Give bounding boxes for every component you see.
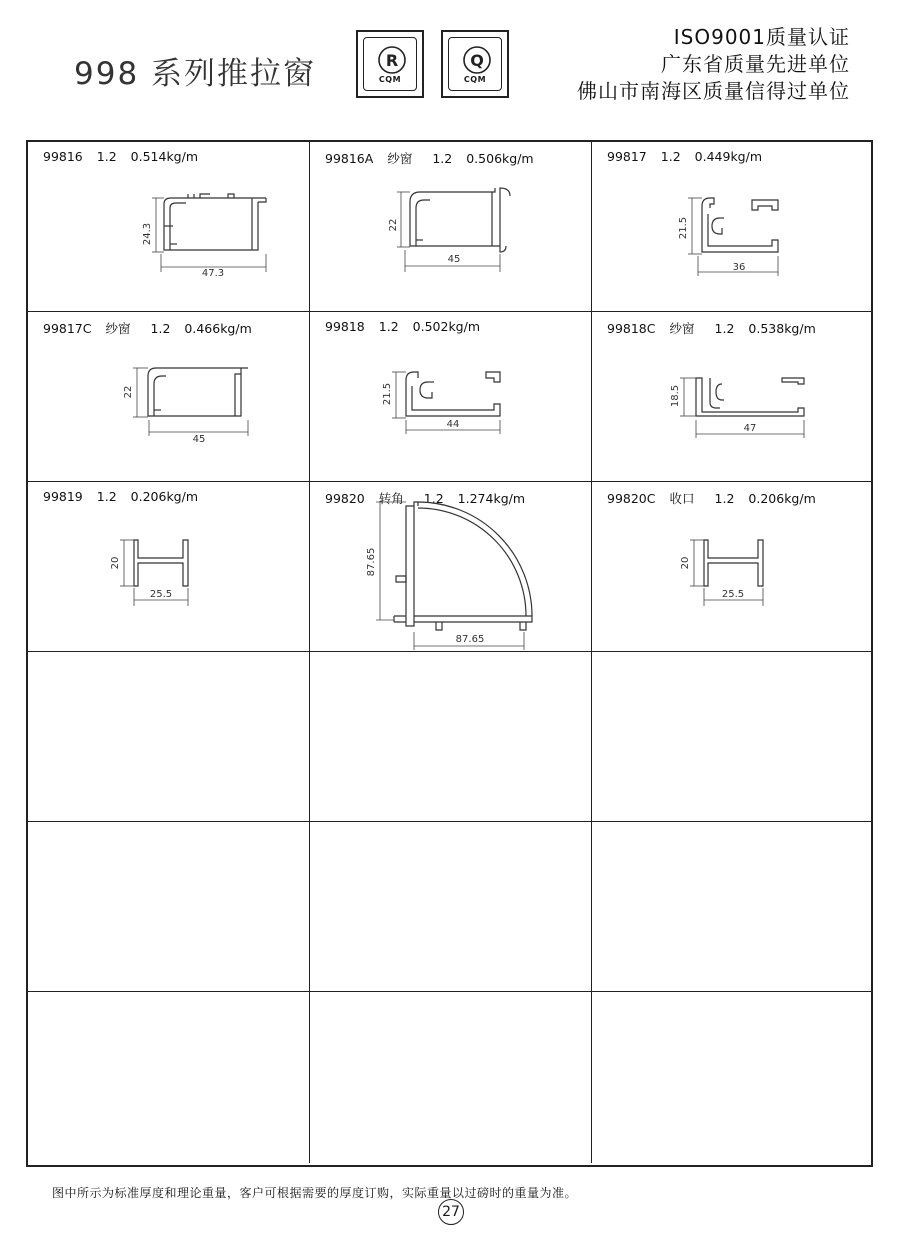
height-dimension: 20 — [110, 556, 121, 570]
profile-weight: 0.466kg/m — [184, 321, 252, 336]
profile-weight: 0.502kg/m — [412, 319, 481, 334]
height-dimension: 24.3 — [142, 222, 153, 246]
profile-code: 99817 — [607, 149, 647, 164]
profile-thickness: 1.2 — [96, 489, 117, 504]
page-number: 27 — [438, 1199, 464, 1225]
profile-code: 99820C — [607, 491, 656, 506]
profile-cell-99816 — [28, 142, 310, 312]
empty-cell — [592, 822, 871, 992]
hook-profile-icon — [310, 312, 592, 482]
profile-cell-99816A — [310, 142, 592, 312]
height-dimension: 87.65 — [366, 547, 377, 577]
cert-province: 广东省质量先进单位 — [661, 52, 850, 76]
cert-iso: ISO9001质量认证 — [673, 25, 850, 49]
profile-thickness: 1.2 — [378, 319, 399, 334]
profile-weight: 0.506kg/m — [466, 151, 534, 166]
page-title: 998 系列推拉窗 — [74, 56, 317, 92]
profile-thickness: 1.2 — [714, 491, 735, 506]
profile-code: 99817C — [43, 321, 92, 336]
width-dimension: 44 — [446, 419, 460, 430]
width-dimension: 45 — [447, 254, 461, 265]
profile-cell-99819 — [28, 482, 310, 652]
profile-cell-99818 — [310, 312, 592, 482]
profile-type: 纱窗 — [105, 321, 131, 336]
screen-hook-profile-icon — [592, 312, 871, 482]
empty-cell — [592, 652, 871, 822]
r-logo-symbol: R — [385, 51, 399, 70]
height-dimension: 18.5 — [670, 384, 681, 408]
profile-cell-99817 — [592, 142, 871, 312]
profile-thickness: 1.2 — [432, 151, 453, 166]
q-logo-symbol: Q — [470, 51, 484, 70]
profile-thickness: 1.2 — [423, 491, 444, 506]
empty-cell — [310, 992, 592, 1163]
width-dimension: 45 — [192, 434, 206, 445]
h-profile-icon — [592, 482, 871, 652]
corner-profile-icon — [310, 482, 592, 652]
certifications — [577, 24, 850, 105]
empty-cell — [310, 822, 592, 992]
empty-cell — [28, 652, 310, 822]
profile-thickness: 1.2 — [714, 321, 735, 336]
width-dimension: 47 — [743, 423, 757, 434]
profile-weight: 0.206kg/m — [748, 491, 816, 506]
footnote: 图中所示为标准厚度和理论重量，客户可根据需要的厚度订购，实际重量以过磅时的重量为准。 — [52, 1186, 578, 1200]
profile-code: 99816A — [325, 151, 374, 166]
cert-city: 佛山市南海区质量信得过单位 — [577, 79, 850, 103]
empty-cell — [592, 992, 871, 1163]
profile-table — [26, 140, 873, 1167]
sash-profile-icon — [28, 142, 310, 312]
width-dimension: 47.3 — [201, 268, 225, 279]
height-dimension: 20 — [680, 556, 691, 570]
profile-weight: 1.274kg/m — [457, 491, 526, 506]
h-profile-icon — [28, 482, 310, 652]
profile-thickness: 1.2 — [96, 149, 117, 164]
r-logo-text: CQM — [378, 75, 402, 84]
profile-weight: 0.514kg/m — [130, 149, 199, 164]
width-dimension: 25.5 — [721, 589, 745, 600]
height-dimension: 22 — [388, 218, 399, 232]
height-dimension: 21.5 — [382, 382, 393, 406]
profile-type: 纱窗 — [387, 151, 413, 166]
profile-code: 99818C — [607, 321, 656, 336]
profile-weight: 0.538kg/m — [748, 321, 816, 336]
empty-cell — [310, 652, 592, 822]
profile-cell-99818C — [592, 312, 871, 482]
q-cqm-logo-icon — [441, 30, 509, 98]
width-dimension: 87.65 — [455, 634, 485, 645]
profile-weight: 0.206kg/m — [130, 489, 199, 504]
profile-code: 99818 — [325, 319, 365, 334]
empty-cell — [28, 822, 310, 992]
profile-code: 99820 — [325, 491, 365, 506]
screen-sash-profile-icon — [28, 312, 310, 482]
empty-cell — [28, 992, 310, 1163]
hook-profile-icon — [592, 142, 871, 312]
width-dimension: 36 — [732, 262, 746, 273]
r-cqm-logo-icon — [356, 30, 424, 98]
profile-cell-99820 — [310, 482, 592, 652]
height-dimension: 22 — [123, 385, 134, 399]
height-dimension: 21.5 — [678, 216, 689, 240]
profile-cell-99817C — [28, 312, 310, 482]
profile-type: 纱窗 — [669, 321, 695, 336]
width-dimension: 25.5 — [149, 589, 173, 600]
q-logo-text: CQM — [463, 75, 487, 84]
profile-cell-99820C — [592, 482, 871, 652]
profile-code: 99819 — [43, 489, 83, 504]
profile-thickness: 1.2 — [660, 149, 681, 164]
screen-sash-profile-icon — [310, 142, 592, 312]
profile-thickness: 1.2 — [150, 321, 171, 336]
profile-weight: 0.449kg/m — [694, 149, 763, 164]
profile-code: 99816 — [43, 149, 83, 164]
profile-type: 转角 — [378, 491, 404, 506]
profile-type: 收口 — [669, 491, 695, 506]
